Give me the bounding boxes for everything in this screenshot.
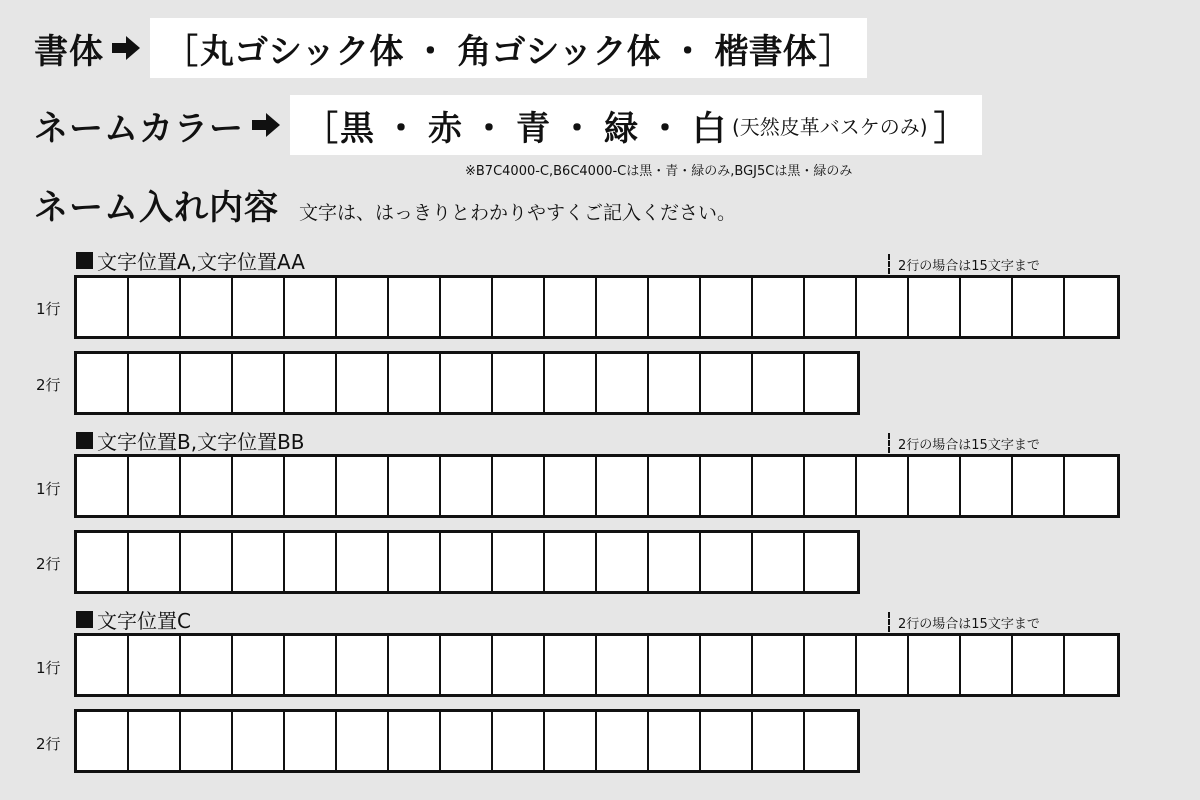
close-bracket: ］ <box>818 31 853 72</box>
line-label: 2行 <box>36 735 61 753</box>
character-cell[interactable] <box>753 278 805 336</box>
character-cell[interactable] <box>441 354 493 412</box>
character-cell[interactable] <box>181 636 233 694</box>
character-cell[interactable] <box>233 636 285 694</box>
character-cell[interactable] <box>649 636 701 694</box>
divider-dashed <box>888 612 890 632</box>
content-label: ネーム入れ内容 <box>34 188 279 228</box>
instruction-text: 文字は、はっきりとわかりやすくご記入ください。 <box>299 202 737 224</box>
entry-grid-line2[interactable] <box>74 709 860 773</box>
limit-note: 2行の場合は15文字まで <box>898 438 1040 453</box>
character-cell[interactable] <box>649 354 701 412</box>
arrow-right-icon <box>112 36 140 60</box>
character-cell[interactable] <box>753 712 805 770</box>
square-bullet-icon <box>76 432 93 449</box>
character-cell[interactable] <box>545 636 597 694</box>
character-cell[interactable] <box>909 636 961 694</box>
character-cell[interactable] <box>493 278 545 336</box>
character-cell[interactable] <box>805 457 857 515</box>
character-cell[interactable] <box>129 533 181 591</box>
section-title <box>76 246 305 275</box>
character-cell[interactable] <box>753 457 805 515</box>
character-cell[interactable] <box>493 533 545 591</box>
font-options-box <box>150 18 867 78</box>
limit-note: 2行の場合は15文字まで <box>898 617 1040 632</box>
line-label: 2行 <box>36 555 61 573</box>
character-cell[interactable] <box>857 457 909 515</box>
character-cell[interactable] <box>389 278 441 336</box>
character-cell[interactable] <box>545 533 597 591</box>
character-cell[interactable] <box>181 354 233 412</box>
character-cell[interactable] <box>285 712 337 770</box>
character-cell[interactable] <box>1013 636 1065 694</box>
character-cell[interactable] <box>129 712 181 770</box>
character-cell[interactable] <box>77 354 129 412</box>
character-cell[interactable] <box>337 533 389 591</box>
section-title <box>76 605 191 634</box>
character-cell[interactable] <box>441 712 493 770</box>
character-cell[interactable] <box>545 354 597 412</box>
character-cell[interactable] <box>545 457 597 515</box>
font-row <box>34 18 867 78</box>
character-cell[interactable] <box>1013 457 1065 515</box>
color-footnote: ※B7C4000-C,B6C4000-Cは黒・青・緑のみ,BGJ5Cは黒・緑のみ <box>465 164 853 179</box>
character-cell[interactable] <box>961 457 1013 515</box>
character-cell[interactable] <box>337 712 389 770</box>
character-cell[interactable] <box>701 457 753 515</box>
character-cell[interactable] <box>597 278 649 336</box>
section-title-text: 文字位置C <box>97 609 191 633</box>
character-cell[interactable] <box>493 712 545 770</box>
character-cell[interactable] <box>493 636 545 694</box>
separator: ・ <box>648 108 682 149</box>
character-cell[interactable] <box>77 457 129 515</box>
entry-grid-line1[interactable] <box>74 454 1120 518</box>
character-cell[interactable] <box>233 712 285 770</box>
character-cell[interactable] <box>493 457 545 515</box>
character-cell[interactable] <box>337 457 389 515</box>
character-cell[interactable] <box>181 457 233 515</box>
character-cell[interactable] <box>597 354 649 412</box>
character-cell[interactable] <box>805 354 857 412</box>
character-cell[interactable] <box>753 533 805 591</box>
color-option-red: 赤 <box>428 108 462 149</box>
character-cell[interactable] <box>909 457 961 515</box>
character-cell[interactable] <box>961 278 1013 336</box>
separator: ・ <box>472 108 506 149</box>
character-cell[interactable] <box>753 354 805 412</box>
character-cell[interactable] <box>233 533 285 591</box>
font-option-maru-gothic: 丸ゴシック体 <box>200 31 404 72</box>
section-title-text: 文字位置A,文字位置AA <box>97 250 305 274</box>
divider-dashed <box>888 254 890 274</box>
entry-grid-line1[interactable] <box>74 275 1120 339</box>
character-cell[interactable] <box>597 636 649 694</box>
entry-grid-line2[interactable] <box>74 530 860 594</box>
line-label: 2行 <box>36 376 61 394</box>
character-cell[interactable] <box>233 354 285 412</box>
line-label: 1行 <box>36 480 61 498</box>
character-cell[interactable] <box>1065 457 1117 515</box>
arrow-right-icon <box>252 113 280 137</box>
separator: ・ <box>413 31 448 72</box>
content-heading <box>34 180 736 229</box>
square-bullet-icon <box>76 252 93 269</box>
close-bracket: ］ <box>933 108 968 149</box>
character-cell[interactable] <box>337 278 389 336</box>
character-cell[interactable] <box>961 636 1013 694</box>
character-cell[interactable] <box>1065 278 1117 336</box>
square-bullet-icon <box>76 611 93 628</box>
section-title <box>76 426 305 455</box>
color-label: ネームカラー <box>34 108 244 149</box>
character-cell[interactable] <box>857 636 909 694</box>
character-cell[interactable] <box>805 636 857 694</box>
entry-grid-line2[interactable] <box>74 351 860 415</box>
character-cell[interactable] <box>805 533 857 591</box>
character-cell[interactable] <box>77 278 129 336</box>
character-cell[interactable] <box>389 457 441 515</box>
character-cell[interactable] <box>285 533 337 591</box>
character-cell[interactable] <box>701 278 753 336</box>
character-cell[interactable] <box>493 354 545 412</box>
character-cell[interactable] <box>441 278 493 336</box>
divider-dashed <box>888 433 890 453</box>
character-cell[interactable] <box>77 533 129 591</box>
open-bracket: ［ <box>304 108 338 149</box>
character-cell[interactable] <box>285 278 337 336</box>
character-cell[interactable] <box>181 712 233 770</box>
character-cell[interactable] <box>805 278 857 336</box>
character-cell[interactable] <box>77 636 129 694</box>
character-cell[interactable] <box>389 533 441 591</box>
character-cell[interactable] <box>233 457 285 515</box>
character-cell[interactable] <box>701 354 753 412</box>
character-cell[interactable] <box>285 636 337 694</box>
color-option-blue: 青 <box>516 108 550 149</box>
character-cell[interactable] <box>389 354 441 412</box>
character-cell[interactable] <box>129 354 181 412</box>
character-cell[interactable] <box>545 712 597 770</box>
character-cell[interactable] <box>649 712 701 770</box>
character-cell[interactable] <box>129 636 181 694</box>
color-row <box>34 95 982 155</box>
character-cell[interactable] <box>181 278 233 336</box>
open-bracket: ［ <box>164 31 198 72</box>
character-cell[interactable] <box>649 457 701 515</box>
character-cell[interactable] <box>441 457 493 515</box>
limit-note: 2行の場合は15文字まで <box>898 259 1040 274</box>
character-cell[interactable] <box>77 712 129 770</box>
font-label: 書体 <box>34 31 104 72</box>
character-cell[interactable] <box>1065 636 1117 694</box>
separator: ・ <box>670 31 705 72</box>
character-cell[interactable] <box>753 636 805 694</box>
character-cell[interactable] <box>545 278 597 336</box>
line-label: 1行 <box>36 659 61 677</box>
character-cell[interactable] <box>129 457 181 515</box>
character-cell[interactable] <box>805 712 857 770</box>
character-cell[interactable] <box>597 457 649 515</box>
character-cell[interactable] <box>233 278 285 336</box>
white-note: (天然皮革バスケのみ) <box>732 114 928 139</box>
character-cell[interactable] <box>597 712 649 770</box>
character-cell[interactable] <box>181 533 233 591</box>
character-cell[interactable] <box>1013 278 1065 336</box>
character-cell[interactable] <box>701 636 753 694</box>
character-cell[interactable] <box>389 712 441 770</box>
character-cell[interactable] <box>389 636 441 694</box>
character-cell[interactable] <box>649 533 701 591</box>
color-option-black: 黒 <box>340 108 374 149</box>
color-options-box <box>290 95 982 155</box>
character-cell[interactable] <box>701 533 753 591</box>
color-option-green: 緑 <box>604 108 638 149</box>
character-cell[interactable] <box>337 636 389 694</box>
font-option-kaku-gothic: 角ゴシック体 <box>457 31 661 72</box>
color-option-white: 白 <box>692 108 726 149</box>
character-cell[interactable] <box>597 533 649 591</box>
font-option-kaisho: 楷書体 <box>714 31 817 72</box>
line-label: 1行 <box>36 300 61 318</box>
character-cell[interactable] <box>441 636 493 694</box>
entry-grid-line1[interactable] <box>74 633 1120 697</box>
character-cell[interactable] <box>285 457 337 515</box>
character-cell[interactable] <box>337 354 389 412</box>
character-cell[interactable] <box>909 278 961 336</box>
section-title-text: 文字位置B,文字位置BB <box>97 430 305 454</box>
character-cell[interactable] <box>649 278 701 336</box>
character-cell[interactable] <box>441 533 493 591</box>
character-cell[interactable] <box>129 278 181 336</box>
character-cell[interactable] <box>285 354 337 412</box>
separator: ・ <box>384 108 418 149</box>
character-cell[interactable] <box>701 712 753 770</box>
character-cell[interactable] <box>857 278 909 336</box>
separator: ・ <box>560 108 594 149</box>
